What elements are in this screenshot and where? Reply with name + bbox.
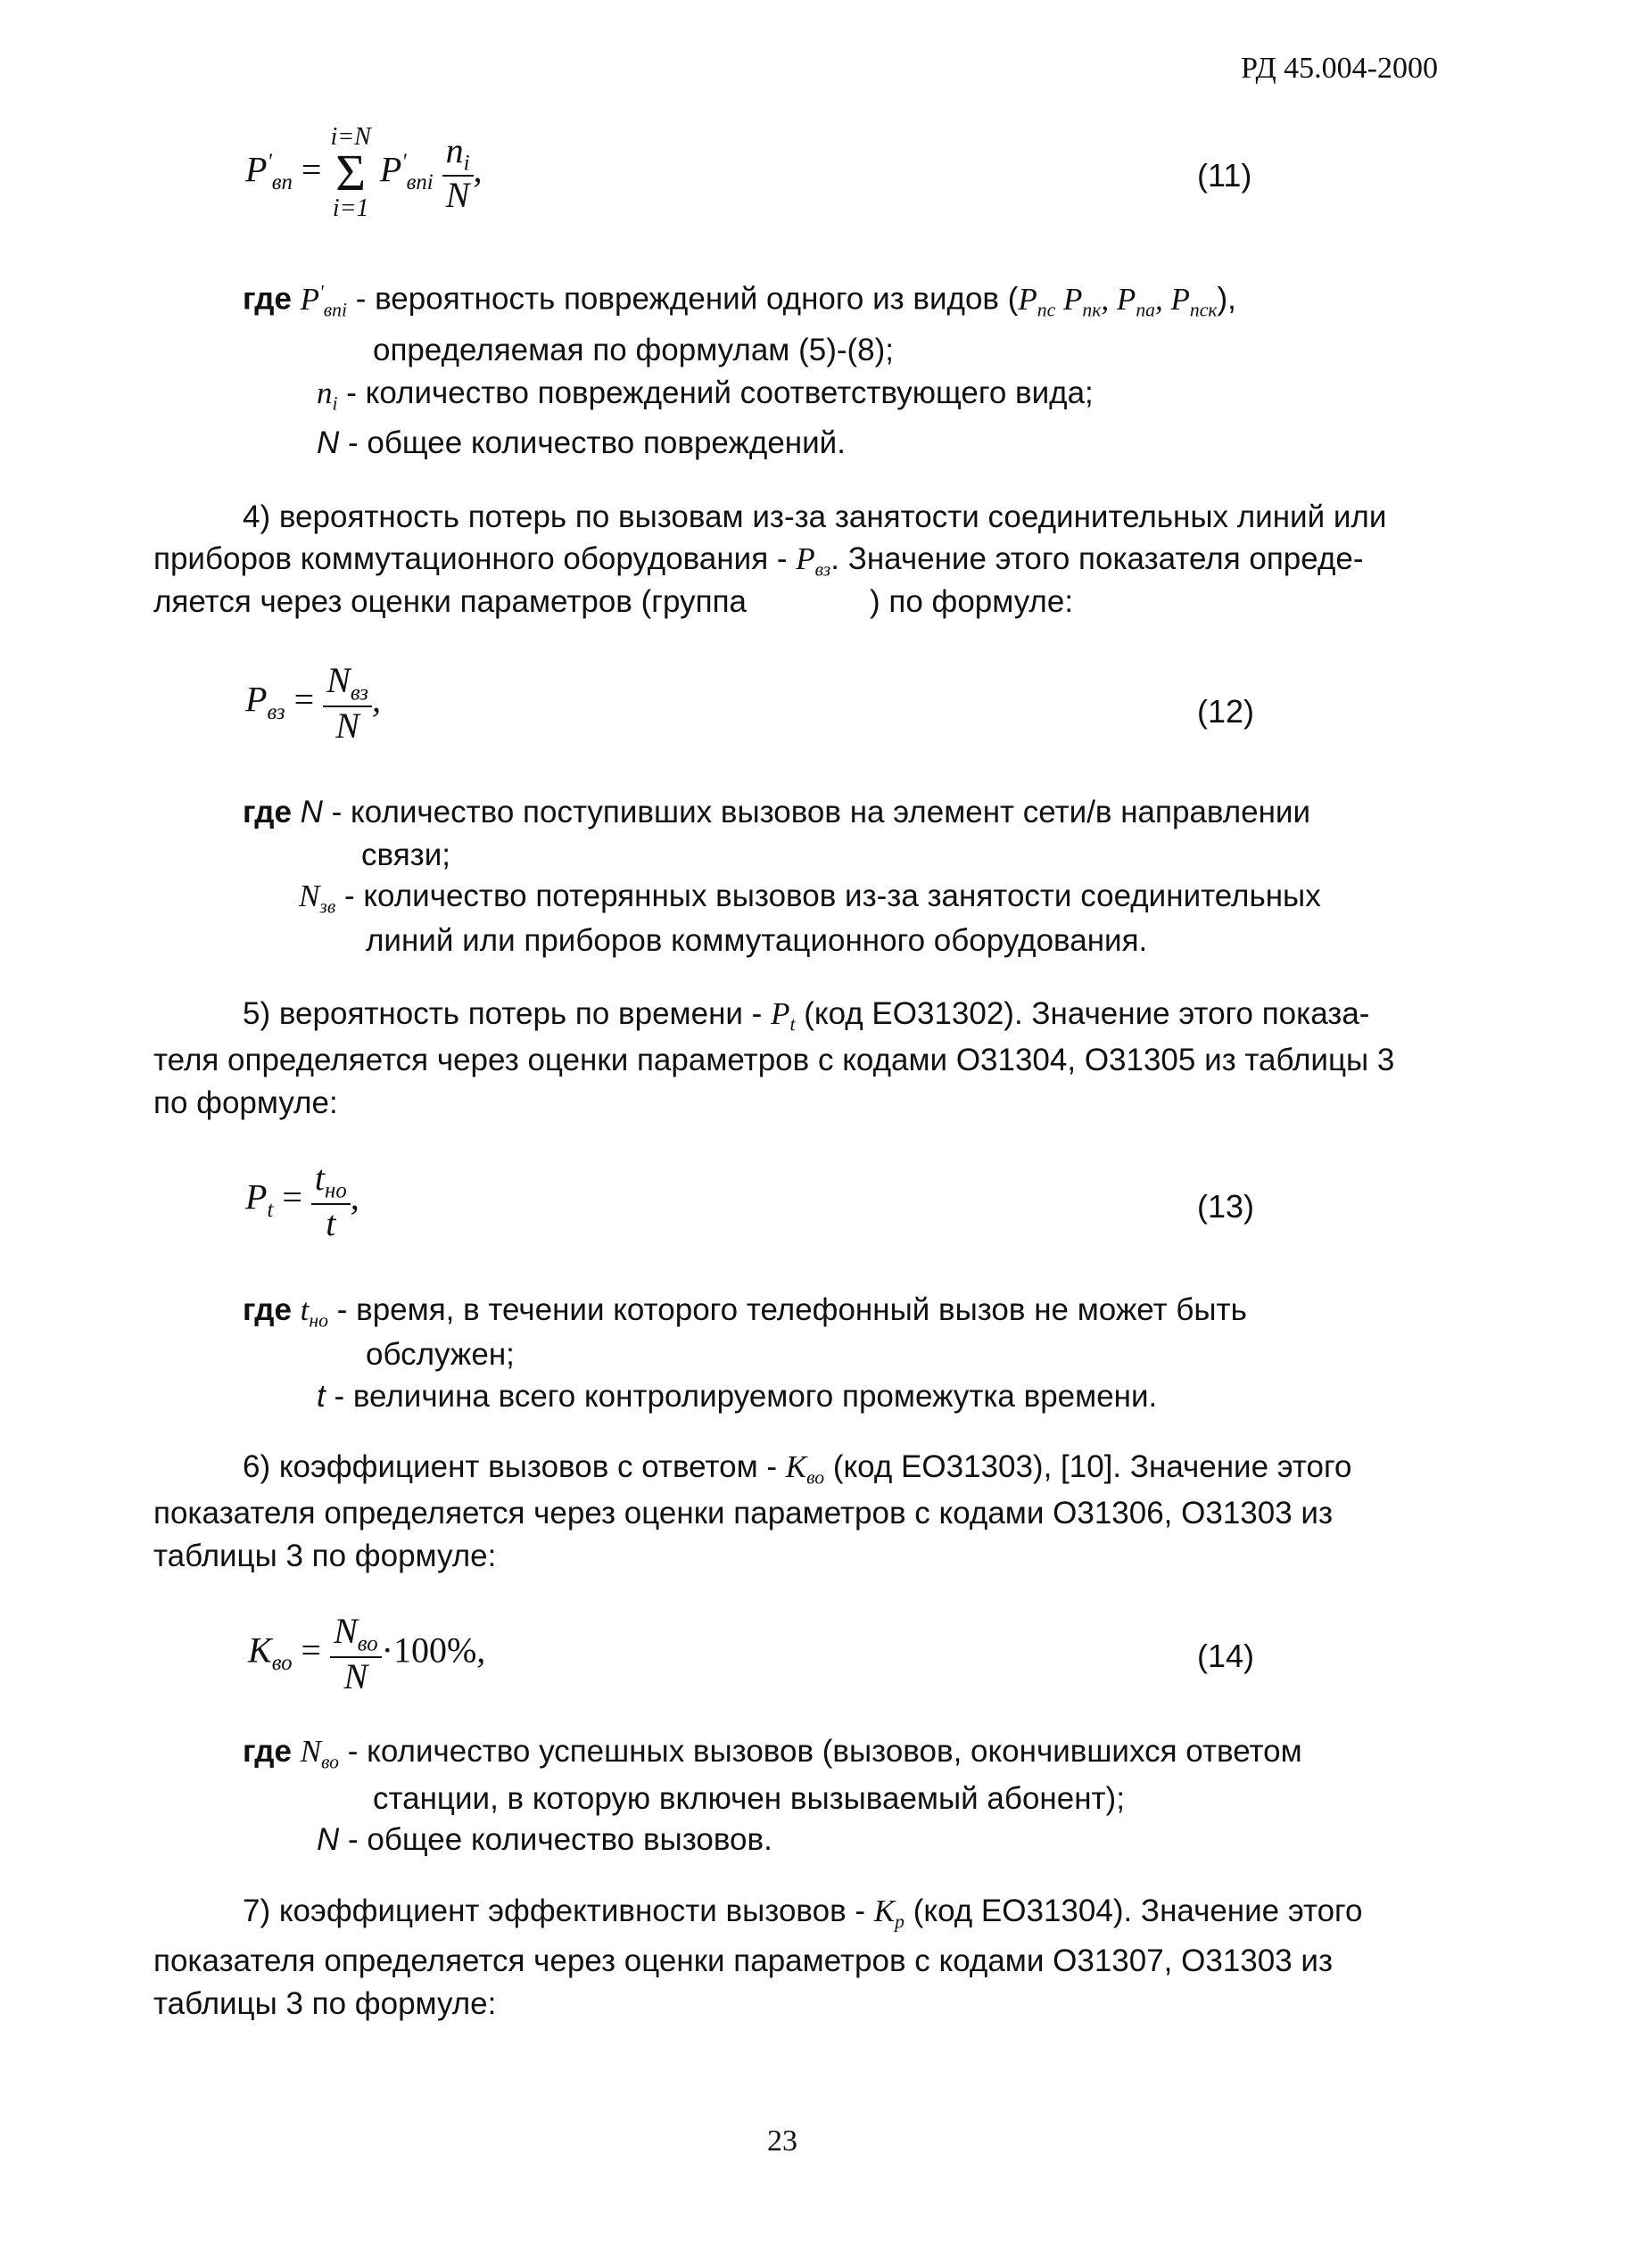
para-6-line-2: показателя определяется через оценки параметров с кодами О31306, О31303 из [153, 1496, 1334, 1531]
para-7-line-2: показателя определяется через оценки параметров с кодами О31307, О31303 из [153, 1943, 1334, 1978]
where-14-line-1: где $N_{во}$ - количество успешных вызовов (вызовов, окончившихся ответом [243, 1734, 1302, 1773]
where-11-line-2: определяемая по формулам (5)-(8); [373, 333, 895, 367]
formula-number-14: (14) [1197, 1638, 1255, 1674]
para-4-line-1: 4) вероятность потерь по вызовам из-за занятости соединительных линий или [243, 499, 1387, 534]
para-7-line-3: таблицы 3 по формуле: [153, 1986, 497, 2021]
where-14-line-2: станции, в которую включен вызываемый абонент); [373, 1781, 1125, 1816]
para-4-line-3a: ляется через оценки параметров (группа [153, 584, 747, 619]
where-11-line-4: N - общее количество повреждений. [317, 425, 846, 460]
para-4-line-2: приборов коммутационного оборудования - $P_{вз}$. Значение этого показателя опреде- [153, 541, 1364, 581]
document-code: РД 45.004-2000 [1241, 52, 1438, 85]
para-7-line-1: 7) коэффициент эффективности вызовов - $K_p$ (код ЕО31304). Значение этого [243, 1894, 1363, 1933]
formula-14: $K_{во}$ = $\frac{N_{во}}{N}$ ·100%, [248, 1611, 486, 1696]
where-11-line-3: $n_i$ - количество повреждений соответствующего вида; [317, 375, 1094, 415]
where-12-line-2: связи; [361, 838, 450, 872]
where-14-line-3: N - общее количество вызовов. [317, 1822, 772, 1857]
where-13-line-3: t - величина всего контролируемого промежутка времени. [317, 1379, 1158, 1414]
formula-number-13: (13) [1197, 1188, 1255, 1225]
where-13-line-1: где $t_{но}$ - время, в течении которого телефонный вызов не может быть [243, 1292, 1247, 1332]
where-12-line-4: линий или приборов коммутационного оборудования. [366, 923, 1148, 958]
para-5-line-1: 5) вероятность потерь по времени - $P_t$ (код ЕО31302). Значение этого показа- [243, 996, 1370, 1036]
para-4-line-3b: ) по формуле: [870, 584, 1074, 619]
where-12-line-1: где N - количество поступивших вызовов на элемент сети/в направлении [243, 795, 1311, 829]
page-number: 23 [767, 2125, 797, 2158]
para-5-line-3: по формуле: [153, 1085, 338, 1120]
fraction-ni-over-n: $\frac{n_i}{N}$ [442, 132, 474, 215]
formula-11: $P'_{вп}$ = i=N Σ i=1 $P'_{вni}$ $\frac{n_i}{N}$ , [245, 123, 483, 223]
where-13-line-2: обслужен; [366, 1337, 515, 1372]
fraction-nvo-over-n: $\frac{N_{во}}{N}$ [330, 1613, 382, 1696]
para-6-line-1: 6) коэффициент вызовов с ответом - $K_{во}$ (код ЕО31303), [10]. Значение этого [243, 1449, 1352, 1489]
formula-12: $P_{вз}$ = $\frac{N_{вз}}{N}$ , [245, 660, 381, 746]
sum-symbol: i=N Σ i=1 [330, 123, 371, 223]
formula-number-11: (11) [1197, 157, 1252, 194]
para-5-line-2: теля определяется через оценки параметров с кодами О31304, О31305 из таблицы 3 [153, 1043, 1395, 1077]
fraction-nvz-over-n: $\frac{N_{вз}}{N}$ [323, 662, 372, 745]
where-11-line-1: где $P'_{вni}$ - вероятность повреждений одного из видов ($P_{пс}$ $P_{пк}$, $P_{па}$, $P_{пск}$), [243, 281, 1236, 321]
formula-number-12: (12) [1197, 693, 1255, 730]
formula-13: $P_t$ = $\frac{t_{но}}{t}$ , [245, 1158, 359, 1243]
para-6-line-3: таблицы 3 по формуле: [153, 1539, 497, 1573]
where-12-line-3: $N_{зв}$ - количество потерянных вызовов из-за занятости соединительных [299, 879, 1321, 918]
fraction-tno-over-t: $\frac{t_{но}}{t}$ [311, 1159, 351, 1242]
